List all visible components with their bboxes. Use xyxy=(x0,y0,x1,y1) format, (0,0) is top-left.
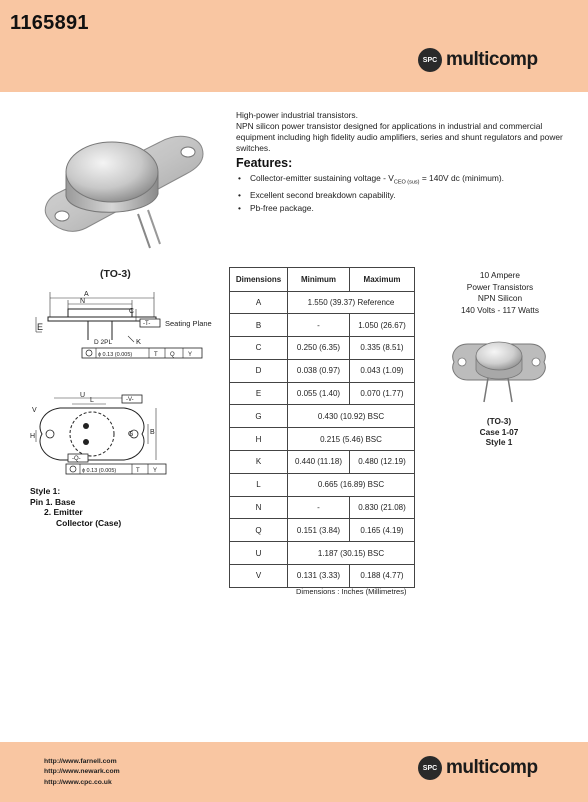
table-row xyxy=(230,565,415,588)
features-title: Features: xyxy=(236,156,293,170)
table-header-row xyxy=(230,268,415,292)
cell-min: - xyxy=(288,314,350,337)
dim-label-e: E xyxy=(37,322,44,332)
intro-line-1: High-power industrial transistors. xyxy=(236,110,358,120)
footer-link-newark[interactable]: http://www.newark.com xyxy=(44,768,120,776)
features-list xyxy=(236,172,566,214)
table-row xyxy=(230,314,415,337)
cell-max: 1.050 (26.67) xyxy=(350,314,415,337)
summary-line: 140 Volts - 117 Watts xyxy=(461,304,539,315)
logo-wordmark: multicomp xyxy=(446,49,538,70)
col-header: Dimensions xyxy=(230,268,288,292)
tolerance-2-ref: Y xyxy=(153,468,158,474)
ref-q-label: -Q- xyxy=(72,456,81,462)
cell-dim: H xyxy=(230,428,288,451)
cell-dim: V xyxy=(230,565,288,588)
package-photo-small xyxy=(448,332,550,406)
footer-link-cpc[interactable]: http://www.cpc.co.uk xyxy=(44,778,112,786)
tolerance-2: ɸ 0.13 (0.005) xyxy=(82,468,117,474)
header-logo xyxy=(418,48,538,72)
mount-hole xyxy=(46,430,54,438)
dim-label-h: H xyxy=(30,433,36,440)
table-row xyxy=(230,359,415,382)
table-row xyxy=(230,496,415,519)
logo-badge: SPC xyxy=(418,48,442,72)
can-outline xyxy=(70,412,114,456)
cell-dim: Q xyxy=(230,519,288,542)
cell-max: 0.043 (1.09) xyxy=(350,359,415,382)
logo-badge: SPC xyxy=(418,756,442,780)
dim-label-v: V xyxy=(32,407,37,414)
cell-dim: D xyxy=(230,359,288,382)
logo-wordmark: multicomp xyxy=(446,757,538,778)
tolerance-1-ref: T xyxy=(154,352,158,358)
cell-dim: C xyxy=(230,337,288,360)
cell-merged: 1.550 (39.37) Reference xyxy=(288,291,415,314)
tolerance-1-ref: Y xyxy=(188,352,193,358)
cell-min: 0.440 (11.18) xyxy=(288,451,350,474)
cell-min: 0.151 (3.84) xyxy=(288,519,350,542)
cell-min: 0.038 (0.97) xyxy=(288,359,350,382)
cell-dim: K xyxy=(230,451,288,474)
cell-merged: 1.187 (30.15) BSC xyxy=(288,542,415,565)
case-line: Case 1-07 xyxy=(479,426,519,437)
table-row xyxy=(230,382,415,405)
tolerance-2-ref: T xyxy=(136,468,140,474)
table-row xyxy=(230,519,415,542)
dim-label-a: A xyxy=(84,291,89,298)
cell-max: 0.830 (21.08) xyxy=(350,496,415,519)
table-row xyxy=(230,451,415,474)
cell-max: 0.165 (4.19) xyxy=(350,519,415,542)
intro-description xyxy=(236,110,566,154)
dim-label-u: U xyxy=(80,392,86,399)
cell-max: 0.070 (1.77) xyxy=(350,382,415,405)
ref-v-label: -V- xyxy=(126,397,134,403)
pinout-line: 2. Emitter xyxy=(44,507,83,517)
ratings-summary xyxy=(440,270,560,316)
dim-label-g: G xyxy=(128,431,134,438)
cell-max: 0.335 (8.51) xyxy=(350,337,415,360)
dimensions-units-note: Dimensions : Inches (Millimetres) xyxy=(296,587,407,596)
summary-line: Power Transistors xyxy=(466,281,534,292)
dim-label-k: K xyxy=(136,337,142,346)
cell-min: 0.055 (1.40) xyxy=(288,382,350,405)
package-title: (TO-3) xyxy=(100,268,131,280)
pinout-note xyxy=(30,486,121,528)
cell-min: 0.250 (6.35) xyxy=(288,337,350,360)
table-row xyxy=(230,473,415,496)
cell-dim: G xyxy=(230,405,288,428)
cell-min: 0.131 (3.33) xyxy=(288,565,350,588)
cell-max: 0.188 (4.77) xyxy=(350,565,415,588)
cell-dim: U xyxy=(230,542,288,565)
dimensions-table xyxy=(229,267,415,588)
dim-label-d: D 2PL xyxy=(94,339,113,346)
cell-merged: 0.430 (10.92) BSC xyxy=(288,405,415,428)
mounting-hole-right xyxy=(181,147,195,157)
table-row xyxy=(230,337,415,360)
cell-min: - xyxy=(288,496,350,519)
dim-label-n: N xyxy=(80,298,86,305)
case-label xyxy=(448,416,550,448)
pin-2 xyxy=(83,439,89,445)
summary-line: NPN Silicon xyxy=(477,293,523,303)
top-view-drawing xyxy=(28,388,224,476)
cell-max: 0.480 (12.19) xyxy=(350,451,415,474)
table-row xyxy=(230,291,415,314)
cell-dim: L xyxy=(230,473,288,496)
case-line: (TO-3) xyxy=(486,416,512,426)
part-number: 1165891 xyxy=(10,12,89,34)
cell-dim: A xyxy=(230,291,288,314)
pin-1 xyxy=(83,423,89,429)
pinout-line: Style 1: xyxy=(30,486,61,496)
dim-label-c: C xyxy=(129,308,135,315)
footer-links xyxy=(44,757,120,788)
mounting-hole-left xyxy=(55,211,69,221)
seating-plane-label: Seating Plane xyxy=(165,319,212,328)
tolerance-1-ref: Q xyxy=(170,352,175,358)
feature-item: • Pb-free package. xyxy=(236,202,566,215)
cell-dim: N xyxy=(230,496,288,519)
cell-merged: 0.215 (5.46) BSC xyxy=(288,428,415,451)
summary-line: 10 Ampere xyxy=(479,270,521,280)
footer-logo xyxy=(418,756,538,780)
intro-line-2: NPN silicon power transistor designed for applications in industrial and commercial equipment including high fidelity audio amplifiers, series and shunt regulators and power switches. xyxy=(236,121,563,153)
table-row xyxy=(230,428,415,451)
dim-label-b: B xyxy=(150,429,155,436)
side-view-drawing xyxy=(28,284,224,364)
product-photo xyxy=(40,122,210,252)
col-header: Maximum xyxy=(350,268,415,292)
pinout-line: Pin 1. Base xyxy=(30,496,76,507)
ref-t-label: -T- xyxy=(143,321,151,327)
footer-link-farnell[interactable]: http://www.farnell.com xyxy=(44,758,117,765)
table-row xyxy=(230,542,415,565)
tolerance-1: ɸ 0.13 (0.005) xyxy=(98,352,133,358)
feature-item: • Collector-emitter sustaining voltage - $V_{CEO (sus)} = 140V$ dc (minimum). xyxy=(236,172,566,189)
feature-item: • Excellent second breakdown capability. xyxy=(236,189,566,202)
dim-label-l: L xyxy=(90,397,94,404)
can-top xyxy=(66,142,158,202)
table-row xyxy=(230,405,415,428)
cell-dim: B xyxy=(230,314,288,337)
pinout-line: Collector (Case) xyxy=(56,517,122,528)
cell-merged: 0.665 (16.89) BSC xyxy=(288,473,415,496)
cell-dim: E xyxy=(230,382,288,405)
col-header: Minimum xyxy=(288,268,350,292)
case-line: Style 1 xyxy=(485,437,513,447)
